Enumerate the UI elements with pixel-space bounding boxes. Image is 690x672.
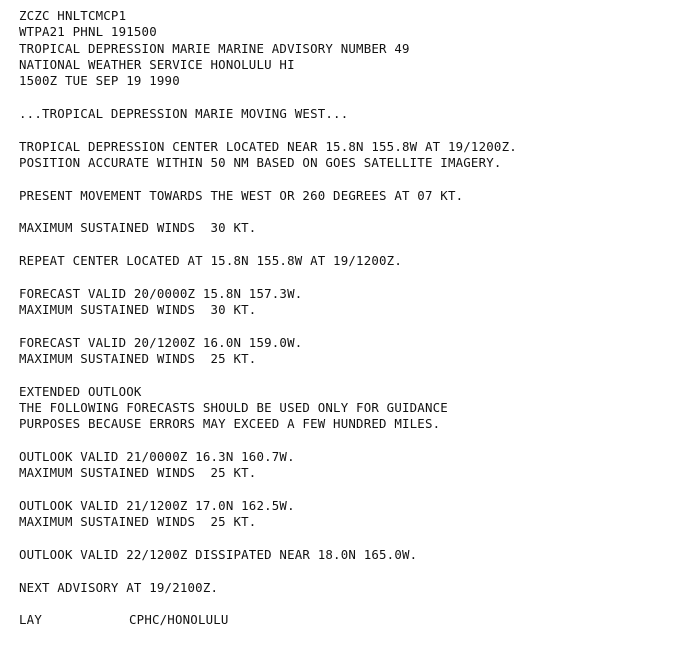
office-name: CPHC/HONOLULU bbox=[129, 612, 229, 628]
forecast-valid: FORECAST VALID 20/0000Z 15.8N 157.3W. bbox=[19, 285, 303, 301]
forecast-valid: FORECAST VALID 20/1200Z 16.0N 159.0W. bbox=[19, 334, 303, 350]
outlook-valid: OUTLOOK VALID 21/0000Z 16.3N 160.7W. bbox=[19, 448, 295, 464]
header-line: WTPA21 PHNL 191500 bbox=[19, 24, 157, 40]
issuing-office: NATIONAL WEATHER SERVICE HONOLULU HI bbox=[19, 56, 295, 72]
position-accuracy: POSITION ACCURATE WITHIN 50 NM BASED ON GOES SATELLITE IMAGERY. bbox=[19, 154, 502, 170]
repeat-center: REPEAT CENTER LOCATED AT 15.8N 155.8W AT 19/1200Z. bbox=[19, 252, 402, 268]
max-sustained-winds: MAXIMUM SUSTAINED WINDS 30 KT. bbox=[19, 220, 257, 236]
forecast-winds: MAXIMUM SUSTAINED WINDS 25 KT. bbox=[19, 350, 257, 366]
extended-outlook-note: THE FOLLOWING FORECASTS SHOULD BE USED ONLY FOR GUIDANCE bbox=[19, 399, 448, 415]
next-advisory: NEXT ADVISORY AT 19/2100Z. bbox=[19, 579, 219, 595]
signoff bbox=[19, 612, 684, 628]
forecast-winds: MAXIMUM SUSTAINED WINDS 30 KT. bbox=[19, 301, 257, 317]
outlook-dissipated: OUTLOOK VALID 22/1200Z DISSIPATED NEAR 18.0N 165.0W. bbox=[19, 546, 418, 562]
headline: ...TROPICAL DEPRESSION MARIE MOVING WEST... bbox=[19, 105, 349, 121]
center-position: TROPICAL DEPRESSION CENTER LOCATED NEAR 15.8N 155.8W AT 19/1200Z. bbox=[19, 138, 517, 154]
extended-outlook-title: EXTENDED OUTLOOK bbox=[19, 383, 142, 399]
issue-time: 1500Z TUE SEP 19 1990 bbox=[19, 73, 180, 89]
advisory-title: TROPICAL DEPRESSION MARIE MARINE ADVISORY NUMBER 49 bbox=[19, 40, 410, 56]
outlook-winds: MAXIMUM SUSTAINED WINDS 25 KT. bbox=[19, 465, 257, 481]
present-movement: PRESENT MOVEMENT TOWARDS THE WEST OR 260 DEGREES AT 07 KT. bbox=[19, 187, 464, 203]
outlook-winds: MAXIMUM SUSTAINED WINDS 25 KT. bbox=[19, 514, 257, 530]
header-line: ZCZC HNLTCMCP1 bbox=[19, 8, 127, 23]
outlook-valid: OUTLOOK VALID 21/1200Z 17.0N 162.5W. bbox=[19, 497, 295, 513]
extended-outlook-note: PURPOSES BECAUSE ERRORS MAY EXCEED A FEW HUNDRED MILES. bbox=[19, 416, 441, 432]
forecaster-name: LAY bbox=[19, 612, 42, 628]
advisory-text bbox=[19, 8, 684, 629]
